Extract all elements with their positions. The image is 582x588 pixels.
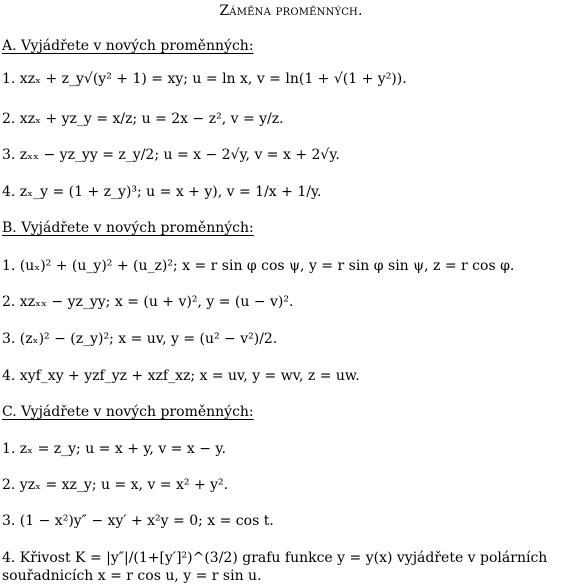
section-a-item-4: 4. zₓ_y = (1 + z_y)³; u = x + y), v = 1/x + 1/y. bbox=[2, 184, 322, 200]
section-a-item-1: 1. xzₓ + z_y√(y² + 1) = xy; u = ln x, v = ln(1 + √(1 + y²)). bbox=[2, 71, 407, 87]
section-a-heading: A. Vyjádřete v nových proměnných: bbox=[2, 38, 254, 54]
page-title: Záměna proměnných. bbox=[219, 3, 363, 19]
section-b-item-4: 4. xyf_xy + yzf_yz + xzf_xz; x = uv, y = wv, z = uw. bbox=[2, 368, 360, 384]
section-c-item-4: 4. Křivost K = |y″|/(1+[y′]²)^(3/2) grafu funkce y = y(x) vyjádřete v polárních souřadnicích x = r cos u, y = r sin u. bbox=[2, 550, 548, 584]
section-b-heading: B. Vyjádřete v nových proměnných: bbox=[2, 220, 254, 236]
section-b-item-3: 3. (zₓ)² − (z_y)²; x = uv, y = (u² − v²)/2. bbox=[2, 331, 278, 347]
section-b-item-2: 2. xzₓₓ − yz_yy; x = (u + v)², y = (u − v)². bbox=[2, 294, 294, 310]
section-c-item-1: 1. zₓ = z_y; u = x + y, v = x − y. bbox=[2, 441, 226, 457]
section-c-item-3: 3. (1 − x²)y″ − xy′ + x²y = 0; x = cos t. bbox=[2, 513, 274, 529]
section-a-item-3: 3. zₓₓ − yz_yy = z_y/2; u = x − 2√y, v = x + 2√y. bbox=[2, 147, 340, 163]
section-c-item-2: 2. yzₓ = xz_y; u = x, v = x² + y². bbox=[2, 477, 229, 493]
section-b-item-1: 1. (uₓ)² + (u_y)² + (u_z)²; x = r sin φ cos ψ, y = r sin φ sin ψ, z = r cos φ. bbox=[2, 258, 515, 274]
section-a-item-2: 2. xzₓ + yz_y = x/z; u = 2x − z², v = y/z. bbox=[2, 111, 284, 127]
section-c-heading: C. Vyjádřete v nových proměnných: bbox=[2, 404, 254, 420]
